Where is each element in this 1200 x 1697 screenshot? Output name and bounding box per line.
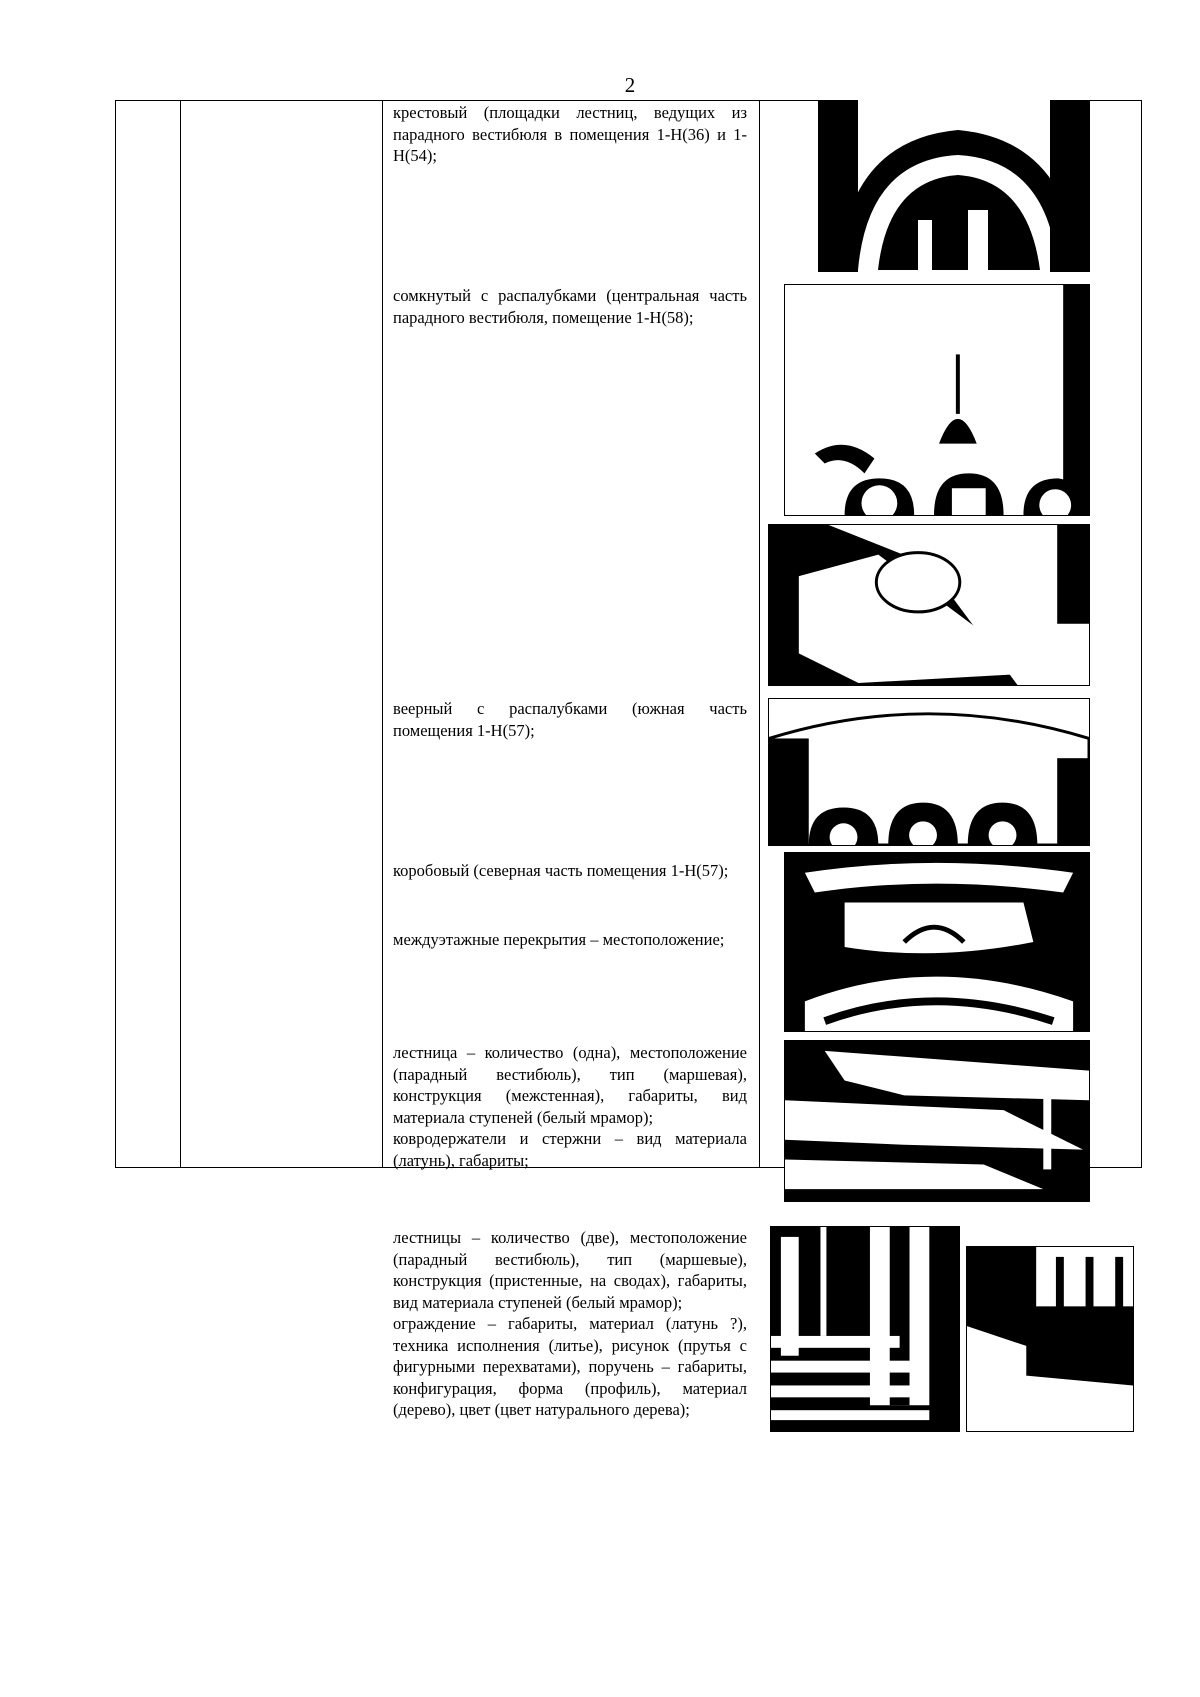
entry-fan-vault <box>393 698 747 741</box>
column-divider-3 <box>759 101 760 1167</box>
entry-text: ковродержатели и стержни – вид материала (латунь), габариты; <box>393 1129 747 1170</box>
box-vault-photo <box>784 852 1090 1032</box>
entry-text: сомкнутый с распалубками (центральная часть парадного вестибюля, помещение 1-Н(58); <box>393 286 747 327</box>
entry-closed-vault <box>393 285 747 328</box>
closed-vault-photo-1 <box>784 284 1090 516</box>
entry-text: веерный с распалубками (южная часть помещения 1-Н(57); <box>393 699 747 740</box>
closed-vault-photo-2 <box>768 524 1090 686</box>
entry-text: междуэтажные перекрытия – местоположение; <box>393 930 725 949</box>
staircase-photo-right <box>966 1246 1134 1432</box>
entry-stair-one <box>393 1042 747 1171</box>
column-divider-2 <box>382 101 383 1167</box>
staircase-photo-left <box>770 1226 960 1432</box>
entry-cross-vault <box>393 102 747 167</box>
entry-text: коробовый (северная часть помещения 1-Н(57); <box>393 861 729 880</box>
entry-text: лестницы – количество (две), местоположение (парадный вестибюль), тип (маршевые), конструкция (пристенные, на сводах), габариты, вид материала ступеней (белый мрамор); <box>393 1228 747 1312</box>
entry-text: крестовый (площадки лестниц, ведущих из парадного вестибюля в помещения 1-Н(36) и 1-Н(54); <box>393 103 747 165</box>
entry-floors <box>393 929 747 951</box>
entry-stair-two <box>393 1227 747 1421</box>
marble-stair-photo <box>784 1040 1090 1202</box>
cross-vault-photo <box>818 100 1090 272</box>
page-number: 2 <box>624 73 636 97</box>
entry-text: лестница – количество (одна), местоположение (парадный вестибюль), тип (маршевая), конструкция (межстенная), габариты, вид материала ступеней (белый мрамор); <box>393 1043 747 1127</box>
entry-text: ограждение – габариты, материал (латунь ?), техника исполнения (литье), рисунок (прутья с фигурными перехватами), поручень – габариты, конфигурация, форма (профиль), материал (дерево), цвет (цвет натурального дерева); <box>393 1314 747 1419</box>
fan-vault-photo <box>768 698 1090 846</box>
entry-box-vault <box>393 860 747 882</box>
column-divider-1 <box>180 101 181 1167</box>
